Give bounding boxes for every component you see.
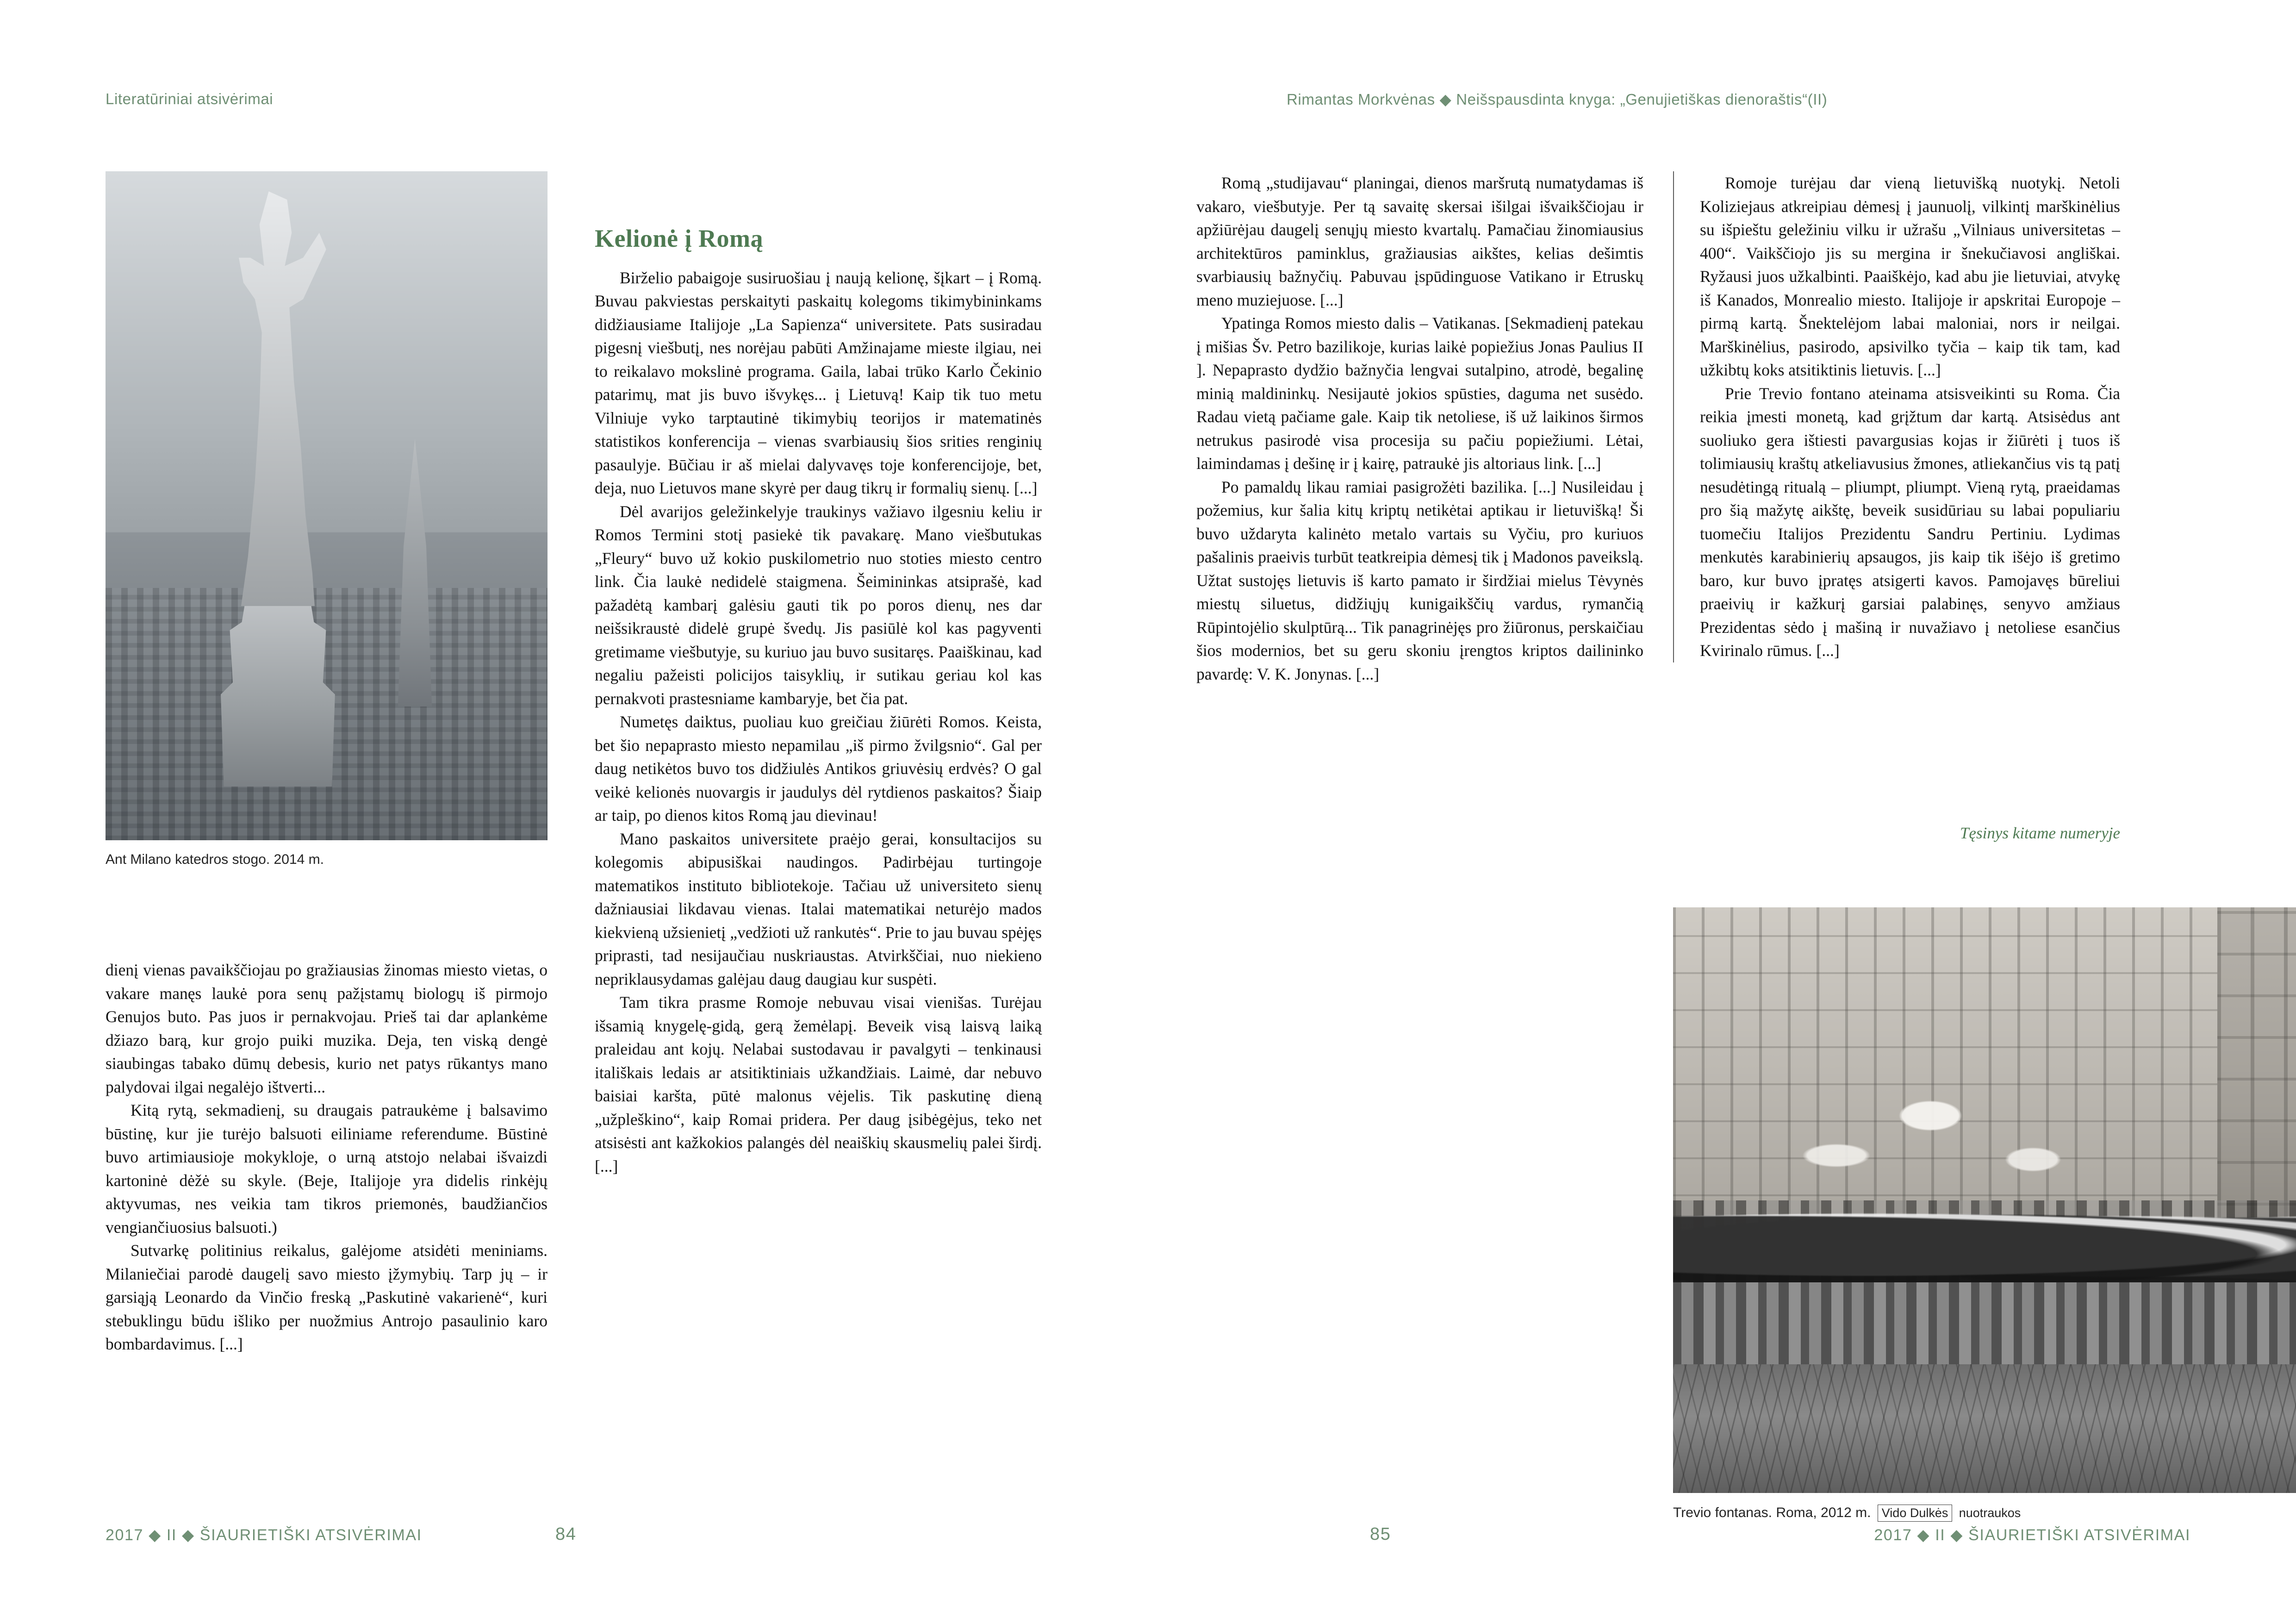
paragraph: Po pamaldų likau ramiai pasigrožėti bazilika. [...] Nusileidau į požemius, kur šalia kitų kriptų netikėtai aptikau ir lietuvišką! Ši buvo uždaryta kalinėto metalo vartais su Vyčiu, pro kuriuos pašalinis praeivis turbūt teatkreipia dėmesį tik į Madonos paveikslą. Užtat sustojęs lietuvis iš karto pamato ir širdžiai mielus Tėvynės miestų siluetus, didžiųjų kunigaikščių vardus, rymančią Rūpintojėlio skulptūrą... Tik panagrinėjęs pro žiūronus, perskaičiau šios modernios, bet su geru skoniu įrengtos kriptos dailininko pavardę: V. K. Jonynas. [...]: [1196, 477, 1643, 683]
paragraph: Dėl avarijos geležinkelyje traukinys važiavo ilgesniu keliu ir Romos Termini stotį pasiekė tik pavakarę. Mano viešbutukas „Fleury“ buvo už kokio puskilometrio nuo stoties miesto centro link. Čia laukė nedidelė staigmena. Šeimininkas atsiprašė, kad pažadėtą kambarį galėsiu gauti tik po poros dienų, nes dar neišsikraustė didelė grupė švedų. Jis pasiūlė kol kas pagyventi gretimame viešbutyje, su kuriuo jau buvo susitaręs. Paaiškinau, kad negaliu pažeisti policijos taisyklių, ir sutikau geriau kol kas pernakvoti prastesniame kambaryje, bet čia pat.: [595, 502, 1042, 708]
caption-text: Trevio fontanas. Roma, 2012 m.: [1673, 1505, 1871, 1520]
page-85-column-1: [1196, 171, 1643, 686]
page-number-84: 84: [555, 1524, 577, 1544]
paragraph: Ypatinga Romos miesto dalis – Vatikanas. [Sekmadienį patekau į mišias Šv. Petro bazilikoje, kurias laikė popiežius Jonas Paulius II ]. Nepaprasto dydžio bažnyčia lengvai sutalpino, atrodė, begalinę minią maldininkų. Nesijautė jokios spūsties, daguma net susėdo. Radau vietą pačiame gale. Kaip tik netoliese, iš už laikinos širmos netrukus pasirodė visa procesija su pačiu popiežiumi. Lėtai, laimindamas į dešinę ir į kairę, patraukė jis altoriaus link. [...]: [1196, 314, 1643, 473]
trevi-photo-caption: [1673, 1505, 2021, 1522]
paragraph: Romoje turėjau dar vieną lietuvišką nuotykį. Netoli Koliziejaus atkreipiau dėmesį į jaunuolį, vilkintį marškinėlius su išpieštu geležiniu vilku ir užrašu „Vilniaus universitetas – 400“. Vaikščiojo jis su mergina ir šnekučiavosi angliškai. Ryžausi juos užkalbinti. Paaiškėjo, kad abu jie lietuviai, atvykę iš Kanados, Monrealio miesto. Italijoje ir apskritai Europoje – pirmą kartą. Šnektelėjom labai maloniai, nors ir neilgai. Marškinėlius, pasirodo, apsivilko tyčia – kaip tik tam, kad užkibtų koks atsitiktinis lietuvis. [...]: [1700, 174, 2120, 379]
paragraph: Numetęs daiktus, puoliau kuo greičiau žiūrėti Romos. Keista, bet šio nepaprasto miesto nepamilau „iš pirmo žvilgsnio“. Gal per daug netikėtos buvo tos didžiulės Antikos griuvėsių erdvės? O gal veikė kelionės nuovargis ir jaudulys dėl rytdienos paskaitos? Šiaip ar taip, po dienos kitos Romą jau dievinau!: [595, 712, 1042, 824]
trevi-fountain-photo: [1673, 907, 2296, 1493]
photo-umbrellas: [1673, 1188, 2296, 1282]
photo-sky-region: [106, 171, 548, 546]
photo-credit-tail: nuotraukos: [1959, 1506, 2021, 1520]
milan-cathedral-roof-photo: [106, 171, 548, 840]
paragraph: Birželio pabaigoje susiruošiau į naują kelionę, šįkart – į Romą. Buvau pakviestas perskaityti paskaitų kolegoms tikimybininkams didžiausiame Italijoje „La Sapienza“ universitete. Pats susiradau pigesnį viešbutį, nes norėjau pabūti Amžinajame mieste ilgiau, nei to reikalavo mokslinė programa. Gaila, labai trūko Karlo Čekinio patarimų, mat jis buvo išvykęs... į Lietuvą! Kaip tik tuo metu Vilniuje vyko tarptautinė tikimybių teorijos ir matematinės statistikos konferencija – vienas svarbiausių šios srities renginių pasaulyje. Būčiau ir aš mielai dalyvavęs toje konferencijoje, bet, deja, nuo Lietuvos mane skyrė per daug tikrų ir formalių sienų. [...]: [595, 268, 1042, 497]
running-head-left: Literatūriniai atsivėrimai: [106, 90, 274, 107]
paragraph: dienį vienas pavaikščiojau po gražiausias žinomas miesto vietas, o vakare manęs laukė pora senų pažįstamų biologų iš pirmojo Genujos buto. Pas juos ir pernakvojau. Prieš tai dar aplankėme džiazo barą, kur grojo puiki muzika. Deja, ten viską dengė siaubingas tabako dūmų debesis, kurio net patys rūkantys mano palydovai ilgai negalėjo ištverti...: [106, 961, 548, 1096]
photo-credit-box: Vido Dulkės: [1878, 1505, 1953, 1522]
footer-right-text: 2017 ◆ II ◆ ŠIAURIETIŠKI ATSIVĖRIMAI: [1874, 1526, 2190, 1544]
photo-cobblestone-ground: [1673, 1364, 2296, 1493]
page-84-column-2: [595, 227, 1042, 1178]
page-number-85: 85: [1370, 1524, 1391, 1544]
footer-left-text: 2017 ◆ II ◆ ŠIAURIETIŠKI ATSIVĖRIMAI: [106, 1526, 422, 1544]
paragraph: Mano paskaitos universitete praėjo gerai, konsultacijos su kolegomis abipusiškai naudingos. Padirbėjau turtingoje matematikos instituto bibliotekoje. Tačiau už universiteto sienų dažniausiai likdavau vienas. Italai matematikai neturėjo mados kiekvieną užsienietį „vedžioti už rankutės“. Prie to jau buvau spėjęs priprasti, tad nesijaučiau nuskriaustas. Atvirkščiai, nuo niekieno nepriklausydamas galėjau daug daugiau kur suspėti.: [595, 829, 1042, 988]
paragraph: Romą „studijavau“ planingai, dienos maršrutą numatydamas iš vakaro, viešbutyje. Per tą savaitę skersai išilgai išvaikščiojau ir apžiūrėjau daugelį senųjų miesto kvartalų. Pamačiau žinomiausius architektūros paminklus, gražiausias aikštes, kelias dešimtis svarbiausių bažnyčių. Pabuvau įspūdinguose Vatikano ir Etruskų meno muziejuose. [...]: [1196, 174, 1643, 309]
paragraph: Sutvarkę politinius reikalus, galėjome atsidėti meniniams. Milaniečiai parodė daugelį savo miesto įžymybių. Tarp jų – ir garsiąją Leonardo da Vinčio freską „Paskutinė vakarienė“, kuri stebuklingu būdu išliko per nuožmius Antrojo pasaulinio karo bombardavimus. [...]: [106, 1241, 548, 1353]
paragraph: Kitą rytą, sekmadienį, su draugais patraukėme į balsavimo būstinę, kur jie turėjo balsuoti eiliniame referendume. Būstinė buvo artimiausioje mokykloje, o urną atstojo nelabai išvaizdi kartoninė dėžė su skyle. (Beje, Italijoje yra didelis rinkėjų aktyvumas, nes veikia tam tikros priemonės, baudžiančios vengiančiuosius balsuoti.): [106, 1101, 548, 1237]
page-85-column-2: [1673, 171, 2120, 662]
paragraph: Tam tikra prasme Romoje nebuvau visai vienišas. Turėjau išsamią knygelę-gidą, gerą žemėlapį. Beveik visą laisvą laiką praleidau ant kojų. Nelabai sustodavau ir pavalgyti – tenkinausi itališkais ledais ar atsitiktiniais užkandžiais. Laimė, dar nebuvo baisiai karšta, pūtė malonus vėjelis. Tik paskutinę dieną „užpleškino“, kaip Romai pridera. Per daug įsibėgėjus, teko net atsisėsti ant kažkokios palangės dėl neaiškių skausmelių palei širdį. [...]: [595, 993, 1042, 1175]
page-right-85: [1148, 0, 2296, 1624]
milan-photo-artwork: [106, 171, 548, 840]
paragraph: Prie Trevio fontano ateinama atsisveikinti su Roma. Čia reikia įmesti monetą, kad grįžtum dar kartą. Atsisėdus ant suoliuko gera ištiesti pavargusias kojas ir žiūrėti į tuos iš tolimiausių kraštų atkeliavusius žmones, atliekančius vis tą patį nesudėtingą ritualą – pliumpt, pliumpt. Vieną rytą, praeidamas pro šią mažytę aikštę, beveik susidūriau su labai populiariu tuomečiu Italijos Prezidentu Sandru Pertiniu. Lydimas menkutės karabinierių apsaugos, jis kaip tik išėjo iš gretimo baro, kur buvo įpratęs atsigerti kavos. Pamojavęs būreliui praeivių ir kažkurį garsiai palabinęs, senyvo amžiaus Prezidentas sėdo į mašiną ir nuvažiavo į netoliese esančius Kvirinalo rūmus. [...]: [1700, 384, 2120, 660]
running-head-right: Rimantas Morkvėnas ◆ Neišspausdinta knyga: „Genujietiškas dienoraštis“(II): [1287, 91, 1828, 108]
section-title: Kelionė į Romą: [595, 225, 763, 252]
page-84-column-1: [106, 958, 548, 1356]
milan-photo-caption: Ant Milano katedros stogo. 2014 m.: [106, 852, 324, 867]
trevi-photo-artwork: [1673, 907, 2296, 1493]
continuation-note: Tęsinys kitame numeryje: [1960, 824, 2120, 842]
